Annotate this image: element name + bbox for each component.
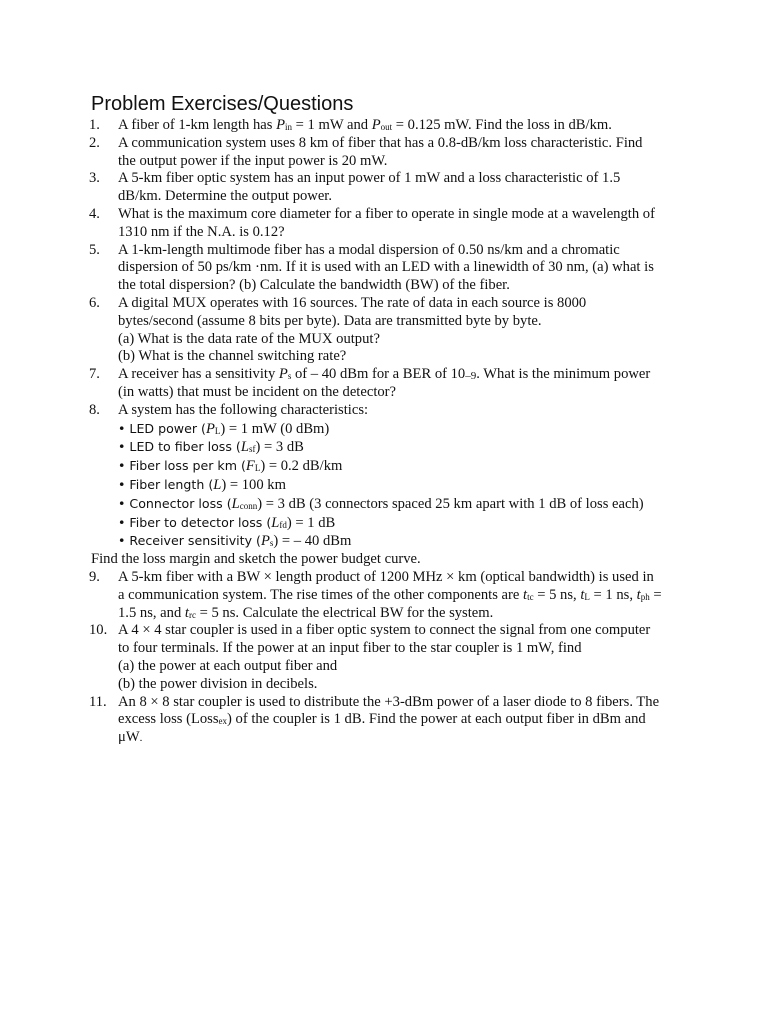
question-text-line: bytes/second (assume 8 bits per byte). Data are transmitted byte by byte. — [118, 312, 542, 329]
bullet-fiber-detector-loss — [118, 514, 681, 533]
bullet-receiver-sensitivity — [118, 532, 681, 551]
bullet-label: • Fiber loss per km ( — [118, 458, 246, 474]
question-text-line — [118, 711, 681, 729]
bullet-value: ) = – 40 dBm — [273, 533, 352, 550]
text-run: A receiver has a sensitivity — [118, 366, 279, 383]
bullet-value: ) = 1 mW (0 dBm) — [220, 420, 330, 437]
var: L — [271, 514, 280, 531]
question-text — [118, 117, 681, 135]
var: P — [205, 420, 215, 437]
text-run: = 1 ns, — [589, 586, 637, 603]
bullet-label: • Fiber to detector loss ( — [118, 514, 272, 530]
var-t: t — [184, 604, 189, 621]
question-text-line: An 8 × 8 star coupler is used to distribute the +3-dBm power of a laser diode to 8 fibers. The — [118, 693, 660, 710]
text-run: = 1 mW and — [292, 117, 372, 133]
question-text-line: What is the maximum core diameter for a fiber to operate in single mode at a wavelength of — [118, 205, 655, 222]
text-run: . What is the minimum power — [476, 366, 651, 383]
question-text-line — [118, 605, 681, 623]
question-11 — [91, 694, 681, 748]
bullet-label: • Receiver sensitivity ( — [118, 533, 261, 549]
bullet-fiber-length — [118, 476, 681, 495]
question-text-line: the total dispersion? (b) Calculate the bandwidth (BW) of the fiber. — [118, 277, 510, 294]
sub: tc — [527, 591, 534, 602]
text-run: nm. If it is used with an LED with a linewidth of 30 nm, (a) what is — [259, 259, 654, 276]
question-text-line: A 5-km fiber optic system has an input power of 1 mW and a loss characteristic of 1.5 — [118, 170, 621, 187]
sub-ex: ex — [218, 716, 228, 727]
sub: ph — [640, 591, 650, 602]
question-5 — [91, 242, 681, 295]
period: . — [139, 732, 143, 745]
var-t: t — [523, 586, 528, 603]
question-8 — [91, 402, 681, 551]
document-page — [91, 92, 681, 748]
sub: L — [584, 591, 590, 602]
question-text-line: (in watts) that must be incident on the detector? — [118, 383, 397, 400]
var-t: t — [580, 586, 585, 603]
question-text-line: (a) What is the data rate of the MUX output? — [118, 330, 380, 347]
var: L — [240, 439, 249, 456]
var-p: P — [371, 117, 381, 133]
sub: conn — [239, 500, 258, 511]
var: F — [245, 458, 255, 475]
text-run: 1.5 ns, and — [118, 604, 185, 621]
bullet-connector-loss — [118, 495, 681, 514]
question-number: 11. — [89, 693, 107, 710]
bullet-label: • LED to fiber loss ( — [118, 439, 241, 455]
question-number: 4. — [89, 205, 100, 222]
bullet-label: • Fiber length ( — [118, 476, 214, 492]
question-1 — [91, 117, 681, 135]
bullet-led-fiber-loss — [118, 438, 681, 457]
sub: L — [214, 425, 221, 436]
question-text-line: (b) What is the channel switching rate? — [118, 348, 347, 365]
question-number: 6. — [89, 294, 100, 311]
bullet-value: ) = 3 dB (3 connectors spaced 25 km apart with 1 dB of loss each) — [257, 495, 644, 512]
page-title: Problem Exercises/Questions — [91, 93, 354, 115]
question-text-line: to four terminals. If the power at an input fiber to the star coupler is 1 mW, find — [118, 640, 582, 657]
text-run: dispersion of 50 ps/km — [118, 259, 256, 276]
question-text-line: A digital MUX operates with 16 sources. The rate of data in each source is 8000 — [118, 294, 587, 311]
middle-dot: · — [255, 259, 260, 276]
question-3 — [91, 170, 681, 206]
question-10 — [91, 622, 681, 693]
question-text-line: dB/km. Determine the output power. — [118, 188, 333, 205]
var: L — [231, 495, 240, 512]
question-text-line — [118, 587, 681, 605]
text-run: excess loss (Loss — [118, 711, 219, 728]
text-run: = 5 ns, — [533, 586, 581, 603]
var-p: P — [276, 117, 285, 133]
text-run: = 0.125 mW. Find the loss in dB/km. — [392, 117, 612, 133]
question-text-line: (b) the power division in decibels. — [118, 675, 318, 692]
bullet-value: ) = 1 dB — [286, 514, 336, 531]
text-run: A fiber of 1-km length has — [118, 117, 277, 133]
question-text-line — [118, 729, 681, 748]
bullet-label: • Connector loss ( — [118, 495, 232, 511]
text-run: a communication system. The rise times of the other components are — [118, 586, 524, 603]
sub: s — [269, 538, 274, 549]
question-number: 1. — [89, 117, 100, 133]
sub: fd — [279, 519, 287, 530]
question-text-line: (a) the power at each output fiber and — [118, 657, 338, 674]
sub-in: in — [285, 122, 293, 132]
question-text-line — [118, 259, 681, 277]
bullet-value: ) = 3 dB — [255, 439, 304, 456]
question-7 — [91, 366, 681, 402]
question-text-line: the output power if the input power is 20 mW. — [118, 152, 388, 169]
var: P — [260, 533, 270, 550]
var-t: t — [636, 586, 641, 603]
sub: sf — [248, 444, 256, 455]
bullet-value: ) = 100 km — [221, 476, 286, 493]
sub: rc — [188, 609, 196, 620]
question-text-line: 1310 nm if the N.A. is 0.12? — [118, 223, 285, 240]
question-number: 5. — [89, 241, 100, 258]
sub: L — [254, 463, 261, 474]
question-text-line: A system has the following characteristics: — [118, 401, 369, 418]
question-text-line: A 4 × 4 star coupler is used in a fiber optic system to connect the signal from one computer — [118, 622, 651, 639]
var: L — [213, 476, 222, 493]
bullet-label: • LED power ( — [118, 420, 206, 436]
bullet-led-power — [118, 420, 681, 439]
question-8-instruction: Find the loss margin and sketch the power budget curve. — [91, 551, 421, 568]
unit-microwatt: μW — [118, 729, 140, 746]
question-9 — [91, 569, 681, 622]
bullet-fiber-loss-per-km — [118, 457, 681, 476]
question-number: 2. — [89, 134, 100, 151]
question-6 — [91, 295, 681, 366]
text-run: ) of the coupler is 1 dB. Find the power at each output fiber in dBm and — [227, 711, 646, 728]
question-text-line: A communication system uses 8 km of fiber that has a 0.8-dB/km loss characteristic. Find — [118, 134, 643, 151]
question-text-line: A 5-km fiber with a BW × length product of 1200 MHz × km (optical bandwidth) is used in — [118, 568, 654, 585]
bullet-value: ) = 0.2 dB/km — [260, 458, 343, 475]
question-number: 8. — [89, 401, 100, 418]
question-4 — [91, 206, 681, 242]
sub-s: s — [287, 371, 292, 382]
question-2 — [91, 135, 681, 171]
var-p: P — [278, 366, 288, 383]
question-number: 3. — [89, 170, 100, 187]
question-text-line — [118, 366, 681, 384]
sub-out: out — [380, 122, 393, 132]
question-number: 9. — [89, 568, 100, 585]
text-run: = — [649, 586, 662, 603]
question-text-line: A 1-km-length multimode fiber has a modal dispersion of 0.50 ns/km and a chromatic — [118, 241, 620, 258]
question-number: 7. — [89, 366, 100, 383]
exponent: –9 — [465, 370, 477, 383]
question-number: 10. — [89, 622, 108, 639]
text-run: of – 40 dBm for a BER of 10 — [291, 366, 466, 383]
text-run: = 5 ns. Calculate the electrical BW for the system. — [195, 604, 494, 621]
